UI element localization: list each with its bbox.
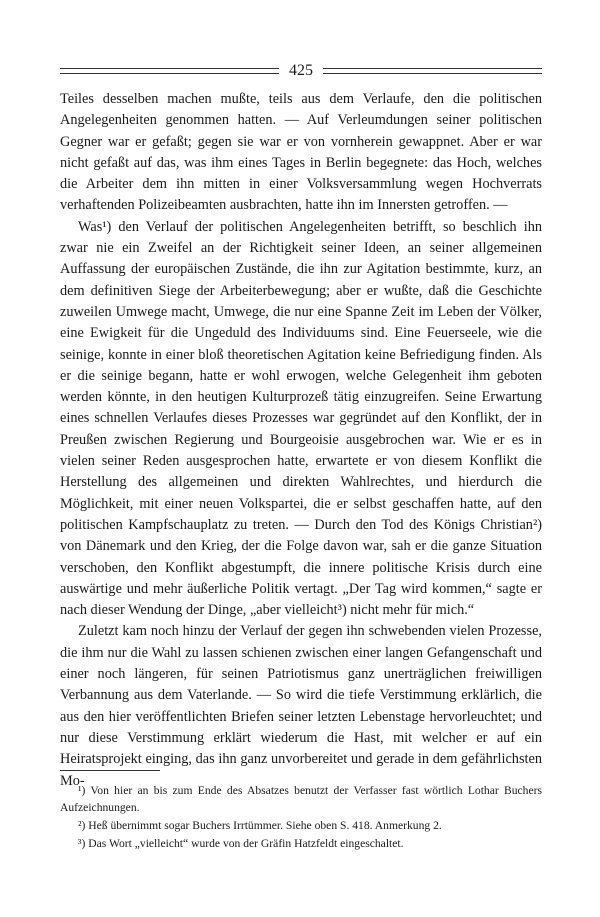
paragraph-3: Zuletzt kam noch hinzu der Verlauf der gegen ihn schwebenden vielen Prozesse, die ihm nur die Wahl zu lassen schienen zwischen einer langen Gefangenschaft und einer noch längeren, für seinen Patriotismus ganz unerträglichen freiwilligen Verbannung aus dem Vaterlande. — So wird die tiefe Verstimmung erklärlich, die aus den hier veröffentlichten Briefen seiner letzten Lebenstage hervorleuchtet; und nur diese Verstimmung erklärt wiederum die Hast, mit welcher er auf ein Heiratsprojekt einging, das ihn ganz unvorbereitet und gerade in dem gefährlichsten Mo- xyxy=(60,623,542,789)
body-text xyxy=(60,89,542,792)
page-header xyxy=(60,60,542,82)
page-number: 425 xyxy=(289,62,313,79)
footnote-2: ²) Heß übernimmt sogar Buchers Irrtümmer. Siehe oben S. 418. Anmerkung 2. xyxy=(78,819,442,832)
footnote-1: ¹) Von hier an bis zum Ende des Absatzes benutzt der Verfasser fast wörtlich Lothar Buchers Aufzeichnungen. xyxy=(60,784,542,814)
paragraph-2: Was¹) den Verlauf der politischen Angelegenheiten betrifft, so beschlich ihn zwar nie ein Zweifel an der Richtigkeit seiner Ideen, an seiner allgemeinen Auffassung der europäischen Zustände, die ihn zur Agitation bestimmte, kurz, an dem definitiven Siege der Arbeiterbewegung; aber er wußte, daß die Geschichte zuweilen Umwege macht, Umwege, die nur eine Spanne Zeit im Leben der Völker, eine Ewigkeit für die Ungeduld des Individuums sind. Eine Feuerseele, wie die seinige, konnte in einer bloß theoretischen Agitation keine Befriedigung finden. Als er die seinige begann, hatte er wohl erwogen, welche Gelegenheit ihm geboten werden könnte, in den heutigen Kulturprozeß tätig einzugreifen. Seine Erwartung eines schnellen Verlaufes dieses Prozesses war gegründet auf den Konflikt, der in Preußen zwischen Regierung und Bourgeoisie ausgebrochen war. Wie er es in vielen seiner Reden ausgesprochen hatte, erwartete er von diesem Konflikt die Herstellung des allgemeinen und direkten Wahlrechtes, und hierdurch die Möglichkeit, mit einer neuen Volkspartei, die er selbst geschaffen hatte, auf den politischen Kampfschauplatz zu treten. — Durch den Tod des Königs Christian²) von Dänemark und den Krieg, der die Folge davon war, sah er die ganze Situation verschoben, den Konflikt abgestumpft, die innere politische Krisis durch eine auswärtige und mehr äußerliche Politik vertagt. „Der Tag wird kommen,“ sagte er nach dieser Wendung der Dinge, „aber vielleicht³) nicht mehr für mich.“ xyxy=(60,218,542,619)
footnotes xyxy=(60,782,542,852)
footnote-separator xyxy=(60,770,160,771)
paragraph-1: Teiles desselben machen mußte, teils aus dem Verlaufe, den die politischen Angelegenheiten genommen hatten. — Auf Verleumdungen seiner politischen Gegner war er gefaßt; gegen sie war er von vornherein gewappnet. Aber er war nicht gefaßt auf das, was ihm eines Tages in Berlin begegnete: das Hoch, welches die Arbeiter dem ihn mitten in einer Volksversammlung wegen Hochverrats verhaftenden Polizeibeamten ausbrachten, hatte ihn im Innersten getroffen. — xyxy=(60,91,542,214)
footnote-3: ³) Das Wort „vielleicht“ wurde von der Gräfin Hatzfeldt eingeschaltet. xyxy=(78,837,404,850)
header-rule-right xyxy=(323,68,542,74)
header-rule-left xyxy=(60,68,279,74)
